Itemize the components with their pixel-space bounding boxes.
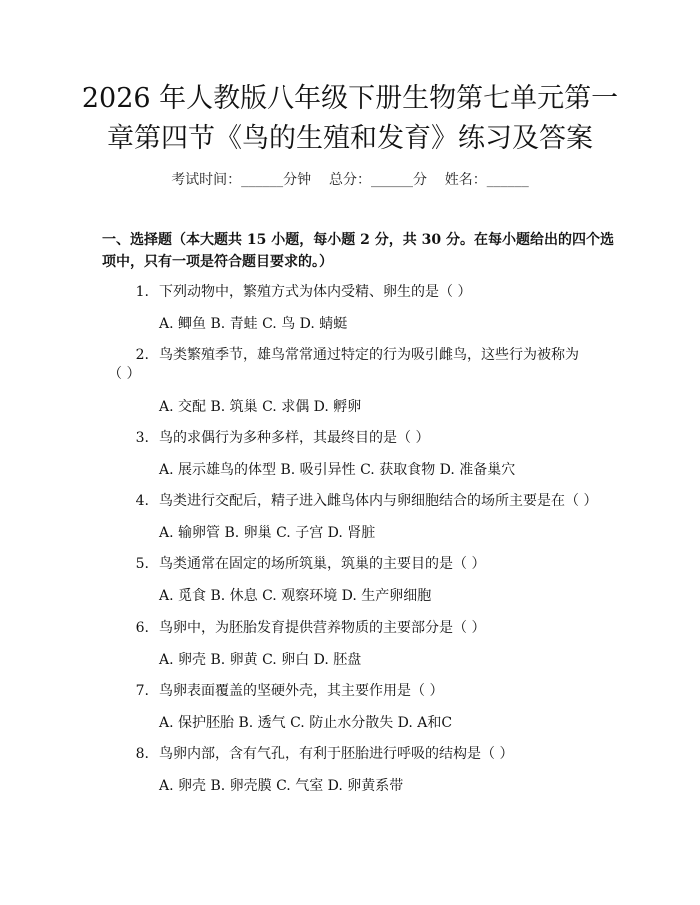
question-number: 4. (135, 493, 149, 509)
question-3-options: A. 展示雄鸟的体型 B. 吸引异性 C. 获取食物 D. 准备巢穴 (159, 462, 516, 478)
question-5 (102, 553, 622, 576)
section-heading-line-1: 一、选择题（本大题共 15 小题，每小题 2 分，共 30 分。在每小题给出的四个选 (102, 232, 614, 248)
section-heading-line-2: 项中，只有一项是符合题目要求的。） (102, 254, 333, 270)
question-1 (102, 281, 622, 304)
question-number: 7. (135, 683, 149, 699)
title-line-1: 2026 年人教版八年级下册生物第七单元第一 (81, 83, 619, 114)
question-number: 2. (135, 347, 149, 363)
question-number: 6. (135, 620, 149, 636)
title-line-2: 章第四节《鸟的生殖和发育》练习及答案 (107, 123, 593, 154)
question-stem: 鸟类通常在固定的场所筑巢，筑巢的主要目的是（ ） (159, 556, 486, 572)
question-6 (102, 617, 622, 640)
question-6-options: A. 卵壳 B. 卵黄 C. 卵白 D. 胚盘 (159, 652, 362, 668)
question-stem: 鸟类进行交配后，精子进入雌鸟体内与卵细胞结合的场所主要是在（ ） (159, 493, 598, 509)
question-2-stem-continued: （ ） (108, 366, 141, 382)
question-4-options: A. 输卵管 B. 卵巢 C. 子宫 D. 肾脏 (159, 525, 376, 541)
question-stem: 鸟卵表面覆盖的坚硬外壳，其主要作用是（ ） (159, 683, 444, 699)
question-8-options: A. 卵壳 B. 卵壳膜 C. 气室 D. 卵黄系带 (159, 778, 404, 794)
question-4 (102, 490, 622, 513)
question-number: 5. (135, 556, 149, 572)
question-3 (102, 427, 622, 450)
question-stem: 鸟的求偶行为多种多样，其最终目的是（ ） (159, 430, 430, 446)
question-7-options: A. 保护胚胎 B. 透气 C. 防止水分散失 D. A和C (159, 715, 453, 731)
question-8 (102, 743, 622, 766)
question-number: 8. (135, 746, 149, 762)
question-5-options: A. 觅食 B. 休息 C. 观察环境 D. 生产卵细胞 (159, 588, 432, 604)
question-2-options: A. 交配 B. 筑巢 C. 求偶 D. 孵卵 (159, 399, 362, 415)
exam-meta: 考试时间：______分钟 总分：______分 姓名：______ (171, 172, 529, 188)
question-7 (102, 680, 622, 703)
question-1-options: A. 鲫鱼 B. 青蛙 C. 鸟 D. 蜻蜓 (159, 316, 348, 332)
question-stem: 下列动物中，繁殖方式为体内受精、卵生的是（ ） (159, 284, 472, 300)
question-stem: 鸟卵中，为胚胎发育提供营养物质的主要部分是（ ） (159, 620, 486, 636)
question-number: 1. (135, 284, 149, 300)
question-number: 3. (135, 430, 149, 446)
question-stem: 鸟卵内部，含有气孔，有利于胚胎进行呼吸的结构是（ ） (159, 746, 514, 762)
question-stem: 鸟类繁殖季节，雄鸟常常通过特定的行为吸引雌鸟，这些行为被称为 (159, 347, 579, 363)
